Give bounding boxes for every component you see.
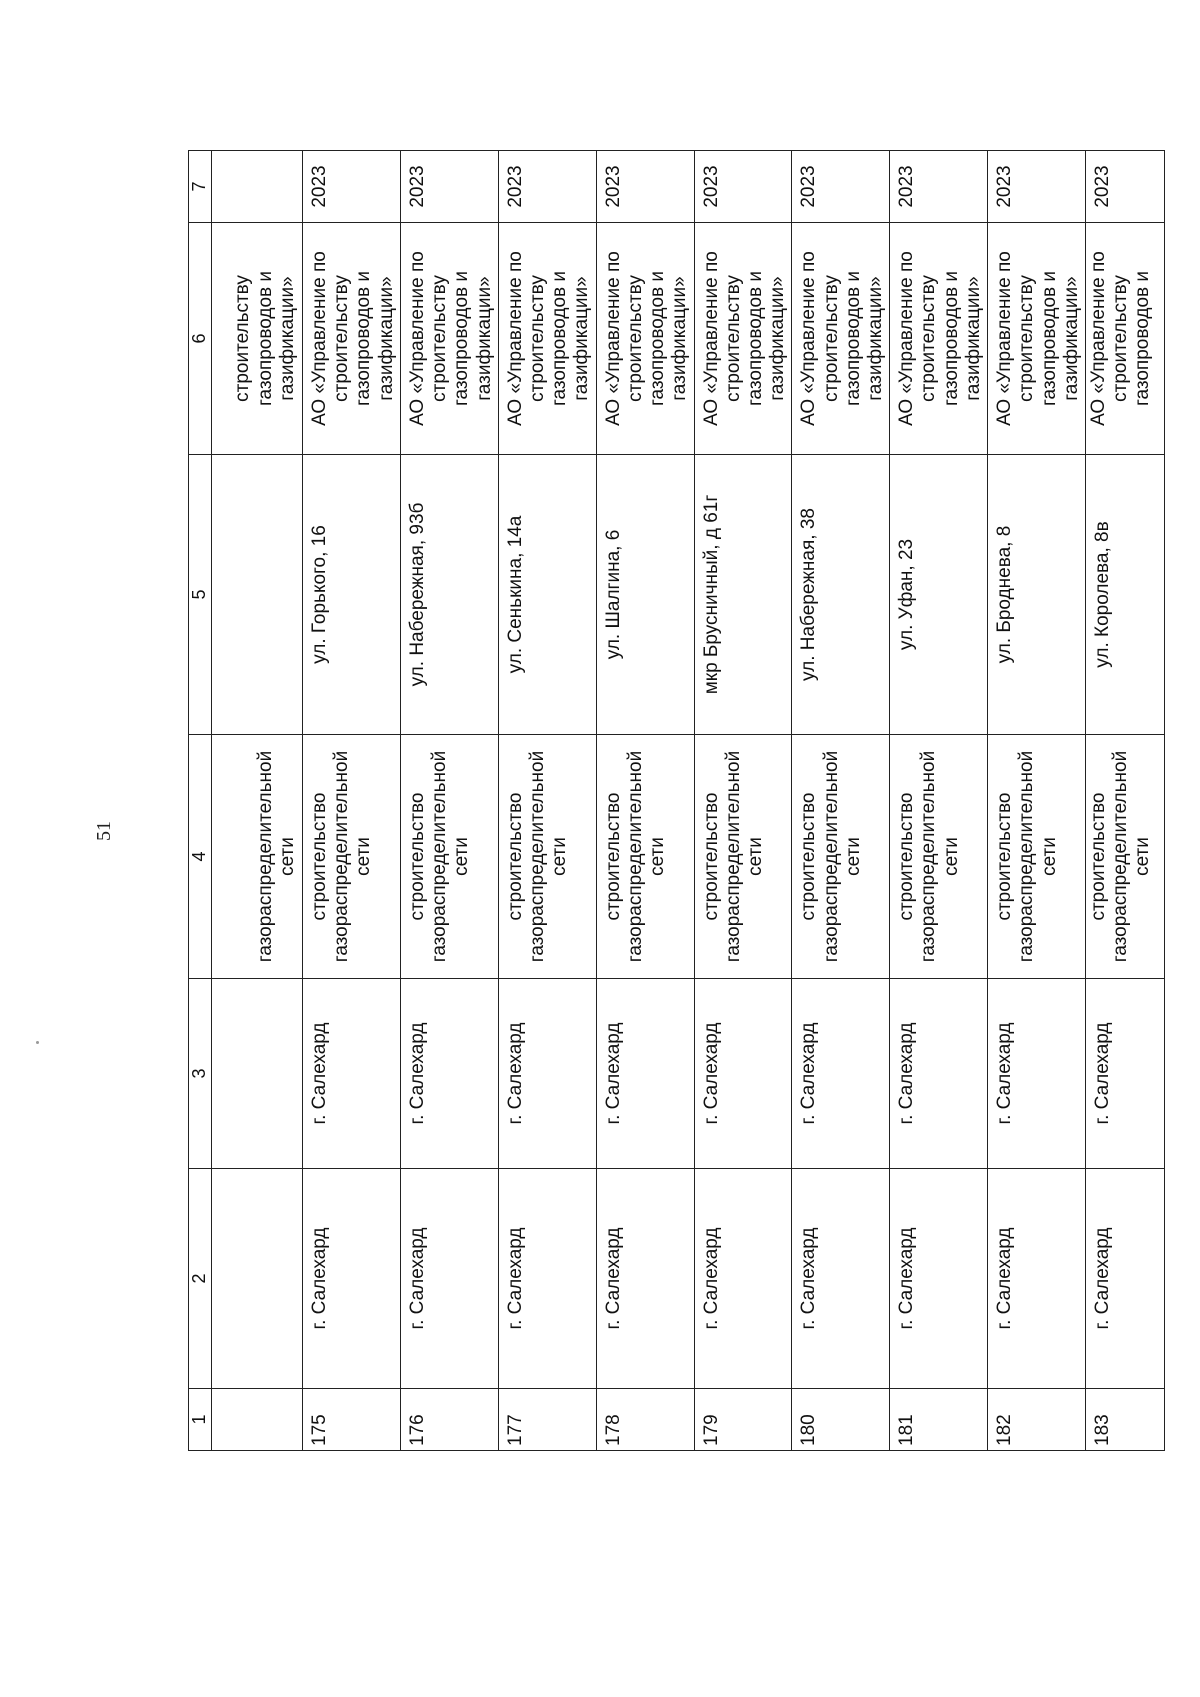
work-type-cell: строительство газораспределительной сети bbox=[1086, 735, 1165, 979]
work-type-cell: строительство газораспределительной сети bbox=[303, 735, 401, 979]
municipality-cell: г. Салехард bbox=[890, 1169, 988, 1389]
organization-cell: АО «Управление по строительству газопроводов и газификации» bbox=[596, 223, 694, 455]
year-cell: 2023 bbox=[792, 151, 890, 223]
address-cell: ул. Горького, 16 bbox=[303, 455, 401, 735]
address-cell: ул. Уфан, 23 bbox=[890, 455, 988, 735]
row-number-cell: 182 bbox=[988, 1389, 1086, 1451]
municipality-cell: г. Салехард bbox=[792, 1169, 890, 1389]
table-row bbox=[498, 151, 596, 1451]
page-number: 51 bbox=[93, 821, 115, 841]
column-number-2: 2 bbox=[189, 1169, 212, 1389]
year-cell: 2023 bbox=[890, 151, 988, 223]
address-cell: мкр Брусничный, д 61г bbox=[694, 455, 792, 735]
address-cell: ул. Набережная, 93б bbox=[400, 455, 498, 735]
municipality-cell: г. Салехард bbox=[1086, 1169, 1165, 1389]
settlement-cell: г. Салехард bbox=[1086, 979, 1165, 1169]
settlement-cell: г. Салехард bbox=[890, 979, 988, 1169]
continuation-cell-municipality bbox=[212, 1169, 303, 1389]
municipality-cell: г. Салехард bbox=[694, 1169, 792, 1389]
column-number-6: 6 bbox=[189, 223, 212, 455]
organization-cell: АО «Управление по строительству газопроводов и газификации» bbox=[988, 223, 1086, 455]
column-number-4: 4 bbox=[189, 735, 212, 979]
continuation-organization-cell: строительству газопроводов и газификации» bbox=[212, 223, 303, 455]
row-number-cell: 175 bbox=[303, 1389, 401, 1451]
municipality-cell: г. Салехард bbox=[596, 1169, 694, 1389]
year-cell: 2023 bbox=[498, 151, 596, 223]
row-number-cell: 181 bbox=[890, 1389, 988, 1451]
work-type-cell: строительство газораспределительной сети bbox=[596, 735, 694, 979]
schedule-table bbox=[188, 150, 1165, 1451]
address-cell: ул. Броднева, 8 bbox=[988, 455, 1086, 735]
address-cell: ул. Набережная, 38 bbox=[792, 455, 890, 735]
row-number-cell: 176 bbox=[400, 1389, 498, 1451]
table-row bbox=[988, 151, 1086, 1451]
table-row bbox=[303, 151, 401, 1451]
work-type-cell: строительство газораспределительной сети bbox=[694, 735, 792, 979]
scan-speck bbox=[36, 1041, 39, 1044]
continuation-cell-settlement bbox=[212, 979, 303, 1169]
column-number-1: 1 bbox=[189, 1389, 212, 1451]
column-number-3: 3 bbox=[189, 979, 212, 1169]
column-number-5: 5 bbox=[189, 455, 212, 735]
settlement-cell: г. Салехард bbox=[792, 979, 890, 1169]
settlement-cell: г. Салехард bbox=[596, 979, 694, 1169]
row-number-cell: 180 bbox=[792, 1389, 890, 1451]
year-cell: 2023 bbox=[400, 151, 498, 223]
organization-cell: АО «Управление по строительству газопроводов и газификации» bbox=[303, 223, 401, 455]
continuation-cell-year bbox=[212, 151, 303, 223]
work-type-cell: строительство газораспределительной сети bbox=[988, 735, 1086, 979]
table-row bbox=[694, 151, 792, 1451]
table-row bbox=[890, 151, 988, 1451]
work-type-cell: строительство газораспределительной сети bbox=[400, 735, 498, 979]
organization-cell: АО «Управление по строительству газопроводов и газификации» bbox=[498, 223, 596, 455]
settlement-cell: г. Салехард bbox=[303, 979, 401, 1169]
year-cell: 2023 bbox=[303, 151, 401, 223]
address-cell: ул. Королева, 8в bbox=[1086, 455, 1165, 735]
municipality-cell: г. Салехард bbox=[303, 1169, 401, 1389]
table-row bbox=[1086, 151, 1165, 1451]
continuation-row bbox=[212, 151, 303, 1451]
continuation-work-cell: газораспределительной сети bbox=[212, 735, 303, 979]
settlement-cell: г. Салехард bbox=[988, 979, 1086, 1169]
address-cell: ул. Шалгина, 6 bbox=[596, 455, 694, 735]
municipality-cell: г. Салехард bbox=[988, 1169, 1086, 1389]
year-cell: 2023 bbox=[988, 151, 1086, 223]
organization-cell: АО «Управление по строительству газопроводов и газификации» bbox=[400, 223, 498, 455]
rotated-table-container bbox=[188, 151, 1154, 1451]
address-cell: ул. Сенькина, 14а bbox=[498, 455, 596, 735]
row-number-cell: 179 bbox=[694, 1389, 792, 1451]
work-type-cell: строительство газораспределительной сети bbox=[498, 735, 596, 979]
municipality-cell: г. Салехард bbox=[400, 1169, 498, 1389]
municipality-cell: г. Салехард bbox=[498, 1169, 596, 1389]
row-number-cell: 183 bbox=[1086, 1389, 1165, 1451]
settlement-cell: г. Салехард bbox=[498, 979, 596, 1169]
organization-cell: АО «Управление по строительству газопроводов и газификации» bbox=[694, 223, 792, 455]
organization-cell: АО «Управление по строительству газопроводов и bbox=[1086, 223, 1165, 455]
organization-cell: АО «Управление по строительству газопроводов и газификации» bbox=[890, 223, 988, 455]
column-number-row bbox=[189, 151, 212, 1451]
table-row bbox=[596, 151, 694, 1451]
year-cell: 2023 bbox=[1086, 151, 1165, 223]
row-number-cell: 177 bbox=[498, 1389, 596, 1451]
table-row bbox=[400, 151, 498, 1451]
year-cell: 2023 bbox=[694, 151, 792, 223]
organization-cell: АО «Управление по строительству газопроводов и газификации» bbox=[792, 223, 890, 455]
work-type-cell: строительство газораспределительной сети bbox=[792, 735, 890, 979]
row-number-cell: 178 bbox=[596, 1389, 694, 1451]
continuation-cell-num bbox=[212, 1389, 303, 1451]
work-type-cell: строительство газораспределительной сети bbox=[890, 735, 988, 979]
continuation-cell-address bbox=[212, 455, 303, 735]
settlement-cell: г. Салехард bbox=[694, 979, 792, 1169]
year-cell: 2023 bbox=[596, 151, 694, 223]
settlement-cell: г. Салехард bbox=[400, 979, 498, 1169]
table-row bbox=[792, 151, 890, 1451]
column-number-7: 7 bbox=[189, 151, 212, 223]
